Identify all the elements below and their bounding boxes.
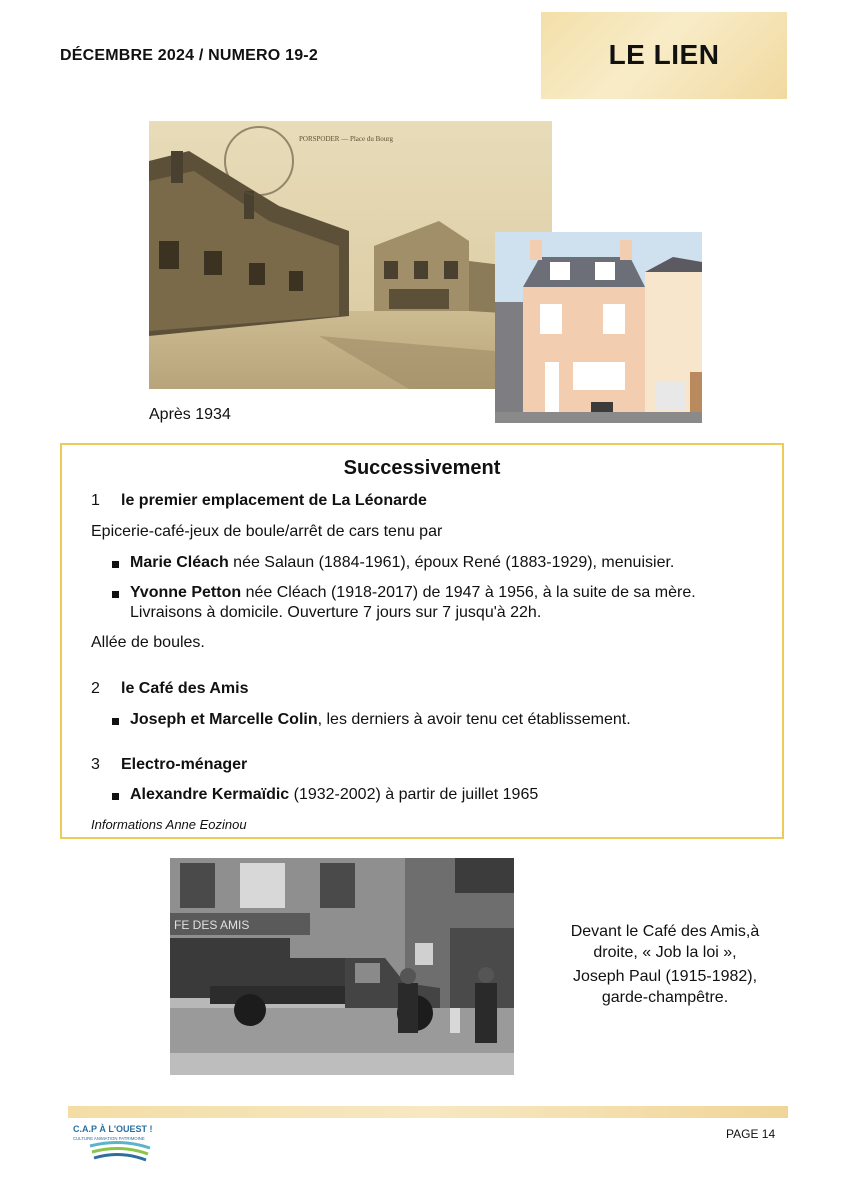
bullet-marker [112, 793, 119, 800]
section1-bullet2-continued: Livraisons à domicile. Ouverture 7 jours sur 7 jusqu'à 22h. [130, 604, 542, 621]
bullet-marker [112, 591, 119, 598]
section3-title: Electro-ménager [121, 756, 248, 773]
caption-line: garde-champêtre. [601, 989, 729, 1006]
section1-bullet1 [130, 554, 674, 572]
section1-outro: Allée de boules. [91, 634, 205, 651]
box-title: Successivement [343, 457, 501, 479]
section2-heading [91, 680, 248, 698]
section1-heading [91, 492, 427, 510]
person-details: , les derniers à avoir tenu cet établissement. [317, 711, 631, 728]
person-details: née Salaun (1884-1961), époux René (1883-1929), menuisier. [228, 554, 675, 571]
truck-photo [170, 858, 514, 1075]
section3-bullet1 [130, 786, 538, 804]
section2-bullet1 [130, 711, 631, 729]
page-number: PAGE 14 [726, 1127, 776, 1141]
person-name: Joseph et Marcelle Colin [130, 711, 318, 728]
shop-sign: FE DES AMIS [174, 918, 250, 932]
svg-text:C.A.P À L'OUEST !: C.A.P À L'OUEST ! [73, 1124, 153, 1134]
section1-number: 1 [91, 492, 100, 509]
person-name: Alexandre Kermaïdic [130, 786, 290, 803]
person-name: Marie Cléach [130, 554, 229, 571]
caption-line: Joseph Paul (1915-1982), [572, 968, 758, 985]
old-postcard-photo [149, 121, 552, 389]
person-name: Yvonne Petton [130, 584, 242, 601]
info-box [60, 443, 784, 839]
issue-label: DÉCEMBRE 2024 / NUMERO 19-2 [60, 47, 318, 64]
modern-house-photo [495, 232, 702, 423]
section1-title: le premier emplacement de La Léonarde [121, 492, 427, 509]
person-details: née Cléach (1918-2017) de 1947 à 1956, à la suite de sa mère. [241, 584, 696, 601]
bullet-marker [112, 718, 119, 725]
section3-number: 3 [91, 756, 100, 773]
section2-number: 2 [91, 680, 100, 697]
caption-bottom [540, 921, 790, 1008]
caption-top: Après 1934 [149, 406, 231, 423]
credit-line: Informations Anne Eozinou [91, 817, 247, 832]
cap-a-louest-logo [70, 1118, 190, 1170]
postcard-caption: PORSPODER — Place du Bourg [299, 135, 393, 143]
publication-title: LE LIEN [608, 39, 720, 70]
bullet-marker [112, 561, 119, 568]
caption-line: droite, « Job la loi », [593, 944, 737, 961]
svg-text:CULTURE ANIMATION PATRIMOINE: CULTURE ANIMATION PATRIMOINE [73, 1136, 145, 1141]
section2-title: le Café des Amis [121, 680, 249, 697]
section1-bullet2 [130, 584, 696, 602]
person-details: (1932-2002) à partir de juillet 1965 [289, 786, 539, 803]
section1-intro: Epicerie-café-jeux de boule/arrêt de cars tenu par [91, 523, 443, 540]
section3-heading [91, 756, 247, 774]
title-banner [541, 12, 787, 99]
footer-band [68, 1106, 788, 1118]
caption-line: Devant le Café des Amis,à [570, 923, 760, 940]
